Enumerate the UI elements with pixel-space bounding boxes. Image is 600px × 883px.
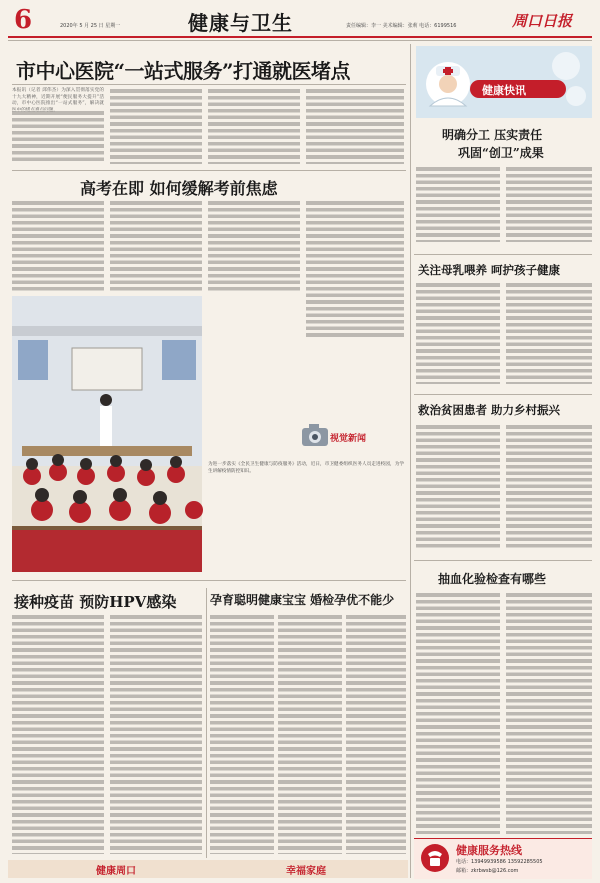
gaokao-headline: 高考在即 如何缓解考前焦虑 — [80, 179, 278, 198]
divider-right-column — [410, 44, 411, 878]
divider-bottom-left — [12, 580, 406, 581]
pregnancy-body-col1 — [210, 614, 274, 854]
page-number: 6 — [14, 5, 33, 35]
paper-name: 周口日报 — [512, 12, 573, 30]
main-headline: 市中心医院“一站式服务”打通就医堵点 — [16, 59, 351, 83]
breastfeeding-body-col1 — [416, 282, 500, 384]
hpv-body-col2 — [110, 614, 202, 854]
classroom-photo — [12, 296, 202, 572]
hpv-headline: 接种疫苗 预防HPV感染 — [14, 593, 177, 611]
blood-test-headline: 抽血化验检查有哪些 — [438, 572, 547, 586]
divider-main — [12, 170, 406, 171]
section-title: 健康与卫生 — [188, 11, 293, 35]
divider-hpv-pregnancy — [206, 588, 207, 858]
photo-caption: 为进一步落实《全民卫生健康与防疫服务》活动，近日，市卫健委组织医务人员走进校园，为学生讲解疫情防控知识。 — [208, 462, 404, 474]
footer-band — [8, 860, 408, 878]
vision-news-icon — [300, 422, 330, 448]
caption-title: 视觉新闻 — [330, 434, 367, 444]
divider-poverty — [414, 560, 592, 561]
footer-hpv: 健康周口 — [96, 866, 136, 877]
poverty-body-col1 — [416, 424, 500, 550]
divider-express — [414, 254, 592, 255]
hotline-email: 邮箱：zkrbwsb@126.com — [456, 868, 519, 874]
hotline-phone: 电话：13949939586 13592285505 — [456, 859, 543, 865]
pregnancy-body-col3 — [346, 614, 406, 854]
breastfeeding-body-col2 — [506, 282, 592, 384]
poverty-headline: 救治贫困患者 助力乡村振兴 — [418, 403, 561, 417]
gaokao-body-col3 — [208, 200, 300, 292]
phone-icon — [420, 842, 450, 874]
masthead — [0, 0, 600, 38]
pregnancy-body-col2 — [278, 614, 342, 854]
date-line: 2020年 5 月 25 日 星期一 — [60, 23, 121, 29]
main-headline-underline — [12, 84, 406, 85]
blood-test-body-col2 — [506, 592, 592, 834]
hotline-title: 健康服务热线 — [456, 844, 522, 857]
hpv-body-col1 — [12, 614, 104, 854]
express-body-col1 — [416, 166, 500, 242]
masthead-rule-thin — [8, 40, 592, 41]
poverty-body-col2 — [506, 424, 592, 550]
gaokao-body-col1 — [12, 200, 104, 292]
main-body-col2 — [110, 88, 202, 164]
express-headline-1: 明确分工 压实责任 — [442, 128, 543, 142]
pregnancy-headline: 孕育聪明健康宝宝 婚检孕优不能少 — [210, 593, 395, 607]
footer-pregnancy: 幸福家庭 — [286, 866, 326, 877]
main-intro: 本报讯（记者 邱伟杰）为深入贯彻落实党的十九大精神，近期开展“便民服务大提升”活动，市中心医院推出“一站式服务”，解决就 — [12, 88, 104, 107]
main-body-col4 — [306, 88, 404, 164]
health-express-badge-text: 健康快讯 — [482, 84, 526, 97]
main-body-col3 — [208, 88, 300, 164]
divider-breastfeeding — [414, 394, 592, 395]
blood-test-body-col1 — [416, 592, 500, 834]
breastfeeding-headline: 关注母乳喂养 呵护孩子健康 — [418, 263, 561, 277]
express-body-col2 — [506, 166, 592, 242]
gaokao-body-col2 — [110, 200, 202, 292]
express-headline-2: 巩固“创卫”成果 — [458, 146, 544, 160]
masthead-rule — [8, 36, 592, 38]
editor-line: 责任编辑：李一 美术编辑：张莉 电话：6199516 — [346, 23, 457, 29]
main-body-col1 — [12, 110, 104, 164]
gaokao-body-col4 — [306, 200, 404, 338]
